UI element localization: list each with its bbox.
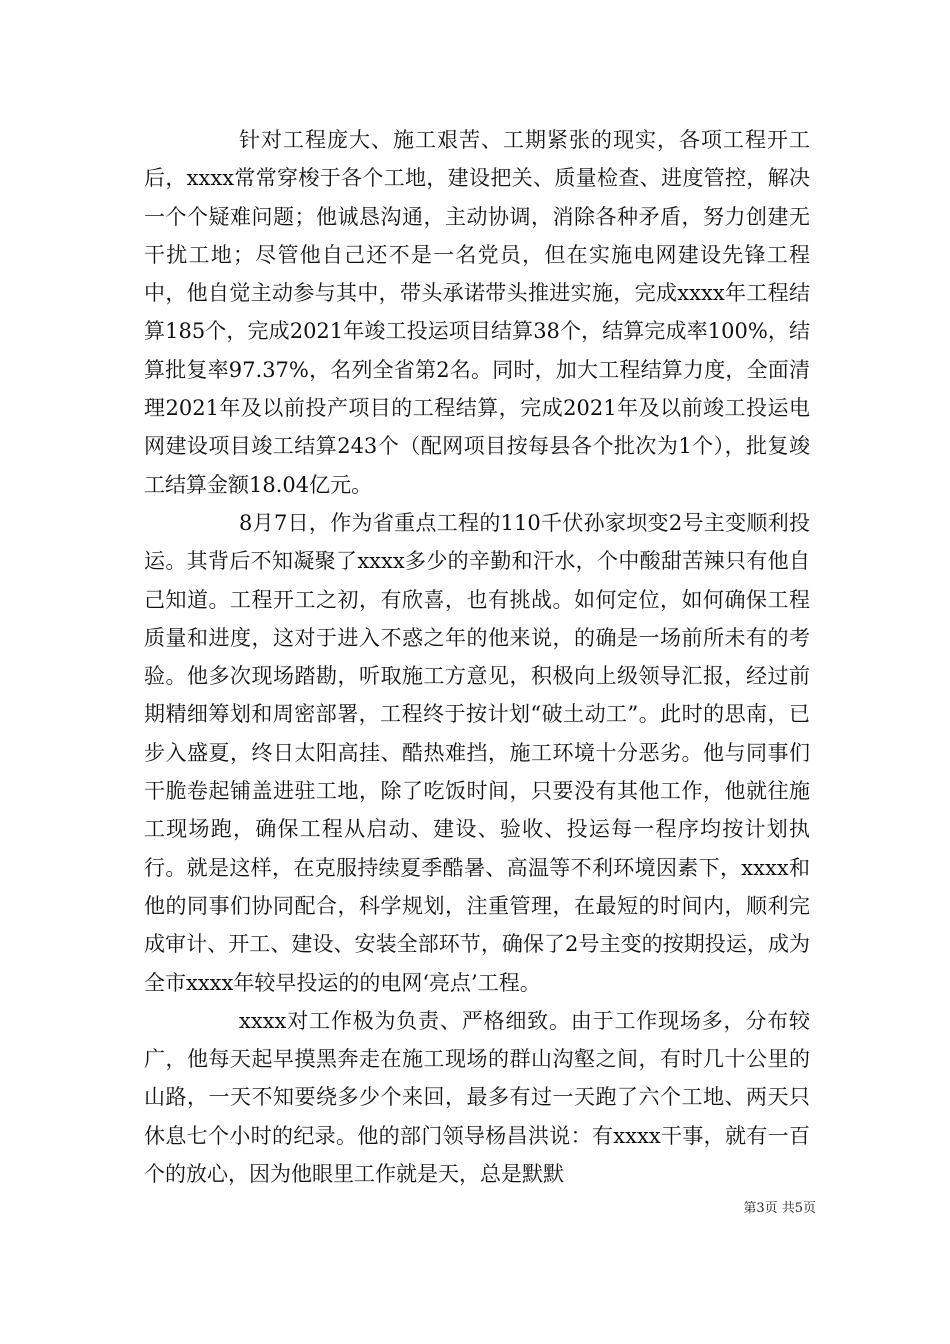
page-number-footer: 第3页 共5页 [743, 1201, 816, 1216]
body-text [144, 121, 810, 1193]
paragraph-2: 8月7日，作为省重点工程的110千伏孙家坝变2号主变顺利投运。其背后不知凝聚了xxxx多少的辛勤和汗水，个中酸甜苦辣只有他自己知道。工程开工之初，有欣喜，也有挑战。如何定位，如何确保工程质量和进度，这对于进入不惑之年的他来说，的确是一场前所未有的考验。他多次现场踏勘，听取施工方意见，积极向上级领导汇报，经过前期精细筹划和周密部署，工程终于按计划“破土动工”。此时的思南，已步入盛夏，终日太阳高挂、酷热难挡，施工环境十分恶劣。他与同事们干脆卷起铺盖进驻工地，除了吃饭时间，只要没有其他工作，他就往施工现场跑，确保工程从启动、建设、验收、投运每一程序均按计划执行。就是这样，在克服持续夏季酷暑、高温等不利环境因素下，xxxx和他的同事们协同配合，科学规划，注重管理，在最短的时间内，顺利完成审计、开工、建设、安装全部环节，确保了2号主变的按期投运，成为全市xxxx年较早投运的的电网‘亮点’工程。 [144, 510, 810, 995]
paragraph-3: xxxx对工作极为负责、严格细致。由于工作现场多，分布较广，他每天起早摸黑奔走在施工现场的群山沟壑之间，有时几十公里的山路，一天不知要绕多少个来回，最多有过一天跑了六个工地、两天只休息七个小时的纪录。他的部门领导杨昌洪说：有xxxx干事，就有一百个的放心，因为他眼里工作就是天，总是默默 [144, 1008, 810, 1187]
paragraph-1: 针对工程庞大、施工艰苦、工期紧张的现实，各项工程开工后，xxxx常常穿梭于各个工地，建设把关、质量检查、进度管控，解决一个个疑难问题；他诚恳沟通，主动协调，消除各种矛盾，努力创建无干扰工地；尽管他自己还不是一名党员，但在实施电网建设先锋工程中，他自觉主动参与其中，带头承诺带头推进实施，完成xxxx年工程结算185个，完成2021年竣工投运项目结算38个，结算完成率100%，结算批复率97.37%，名列全省第2名。同时，加大工程结算力度，全面清理2021年及以前投产项目的工程结算，完成2021年及以前竣工投运电网建设项目竣工结算243个（配网项目按每县各个批次为1个），批复竣工结算金额18.04亿元。 [144, 128, 810, 497]
